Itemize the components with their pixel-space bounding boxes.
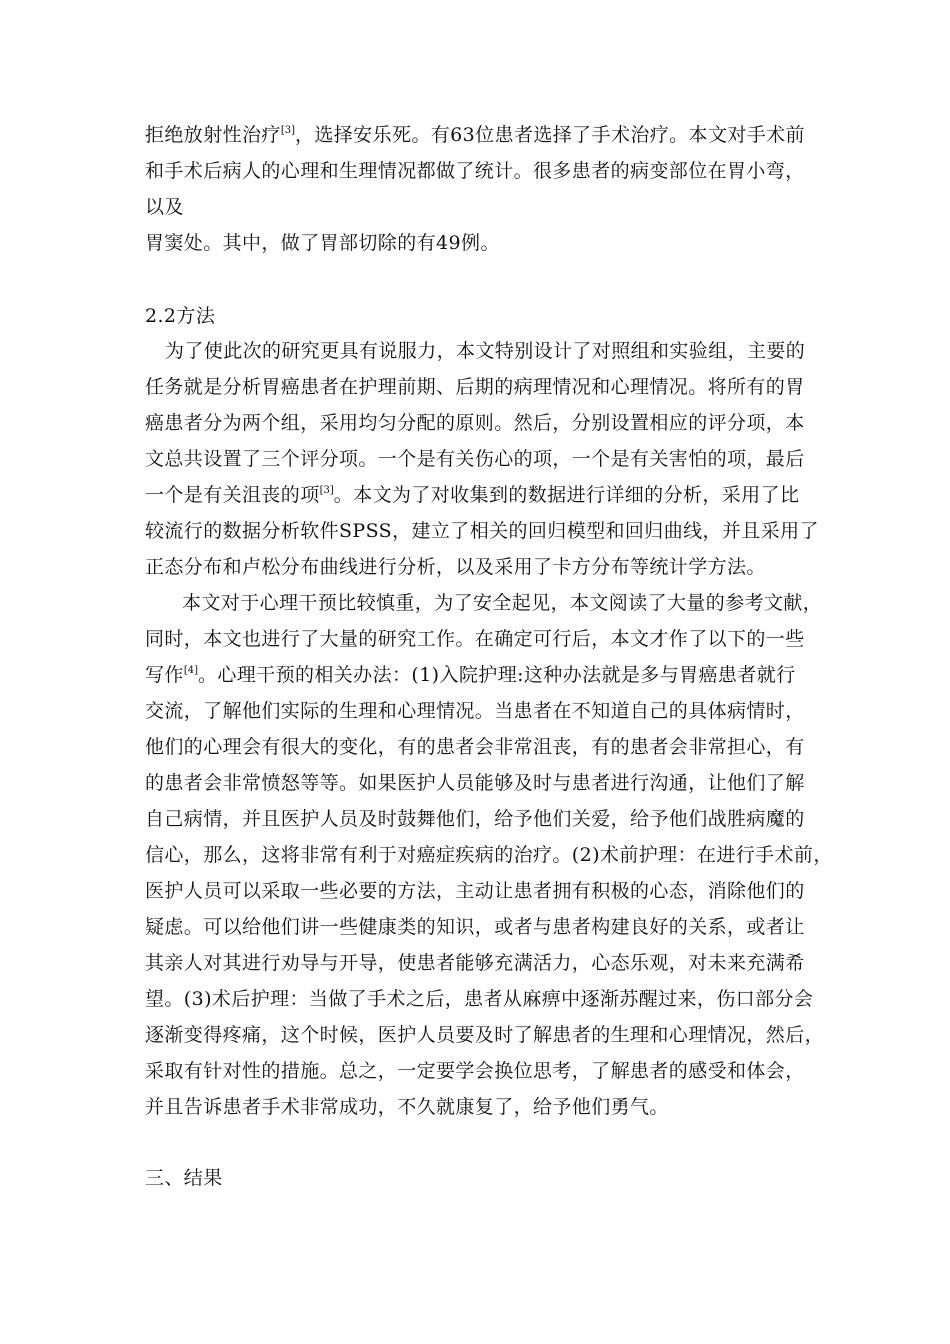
citation-ref: [4] [183, 665, 198, 676]
text-line: 同时，本文也进行了大量的研究工作。在确定可行后，本文才作了以下的一些 [145, 628, 805, 650]
text-line: 逐渐变得疼痛，这个时候，医护人员要及时了解患者的生理和心理情况，然后， [145, 1024, 825, 1046]
results-heading: 三、结果 [145, 1167, 223, 1189]
text-line: 交流，了解他们实际的生理和心理情况。当患者在不知道自己的具体病情时， [145, 700, 805, 722]
text-line: 医护人员可以采取一些必要的方法，主动让患者拥有积极的心态，消除他们的 [145, 880, 805, 902]
text-line: 信心，那么，这将非常有利于对癌症疾病的治疗。(2)术前护理：在进行手术前， [145, 844, 833, 866]
text-line: 拒绝放射性治疗[3]，选择安乐死。有63位患者选择了手术治疗。本文对手术前 [145, 124, 805, 146]
text-line: 胃窦处。其中，做了胃部切除的有49例。 [145, 232, 500, 254]
text-line: 其亲人对其进行劝导与开导，使患者能够充满活力，心态乐观，对未来充满希 [145, 952, 805, 974]
text-line: 疑虑。可以给他们讲一些健康类的知识，或者与患者构建良好的关系，或者让 [145, 916, 805, 938]
text-line: 望。(3)术后护理：当做了手术之后，患者从麻痹中逐渐苏醒过来，伤口部分会 [145, 988, 814, 1010]
text-line: 写作[4]。心理干预的相关办法：(1)入院护理:这种办法就是多与胃癌患者就行 [145, 664, 796, 686]
text-line: 的患者会非常愤怒等等。如果医护人员能够及时与患者进行沟通，让他们了解 [145, 772, 805, 794]
text-line: 自己病情，并且医护人员及时鼓舞他们，给予他们关爱，给予他们战胜病魔的 [145, 808, 805, 830]
text-line: 他们的心理会有很大的变化，有的患者会非常沮丧，有的患者会非常担心，有 [145, 736, 805, 758]
text-line: 并且告诉患者手术非常成功，不久就康复了，给予他们勇气。 [145, 1096, 669, 1118]
text-line: 文总共设置了三个评分项。一个是有关伤心的项，一个是有关害怕的项，最后 [145, 448, 805, 470]
text-line: 采取有针对性的措施。总之，一定要学会换位思考，了解患者的感受和体会， [145, 1060, 805, 1082]
citation-ref: [3] [280, 125, 295, 136]
section-heading: 2.2方法 [145, 305, 216, 327]
text-line: 为了使此次的研究更具有说服力，本文特别设计了对照组和实验组，主要的 [165, 340, 806, 362]
text-line: 和手术后病人的心理和生理情况都做了统计。很多患者的病变部位在胃小弯， [145, 160, 805, 182]
text-line: 较流行的数据分析软件SPSS，建立了相关的回归模型和回归曲线，并且采用了 [145, 520, 819, 542]
text-line: 以及 [145, 196, 184, 218]
text-line: 任务就是分析胃癌患者在护理前期、后期的病理情况和心理情况。将所有的胃 [145, 376, 805, 398]
text-line: 一个是有关沮丧的项[3]。本文为了对收集到的数据进行详细的分析，采用了比 [145, 484, 800, 506]
text-line: 本文对于心理干预比较慎重，为了安全起见，本文阅读了大量的参考文献， [182, 592, 823, 614]
citation-ref: [3] [319, 485, 334, 496]
text-line: 癌患者分为两个组，采用均匀分配的原则。然后，分别设置相应的评分项，本 [145, 412, 805, 434]
text-line: 正态分布和卢松分布曲线进行分析，以及采用了卡方分布等统计学方法。 [145, 556, 766, 578]
